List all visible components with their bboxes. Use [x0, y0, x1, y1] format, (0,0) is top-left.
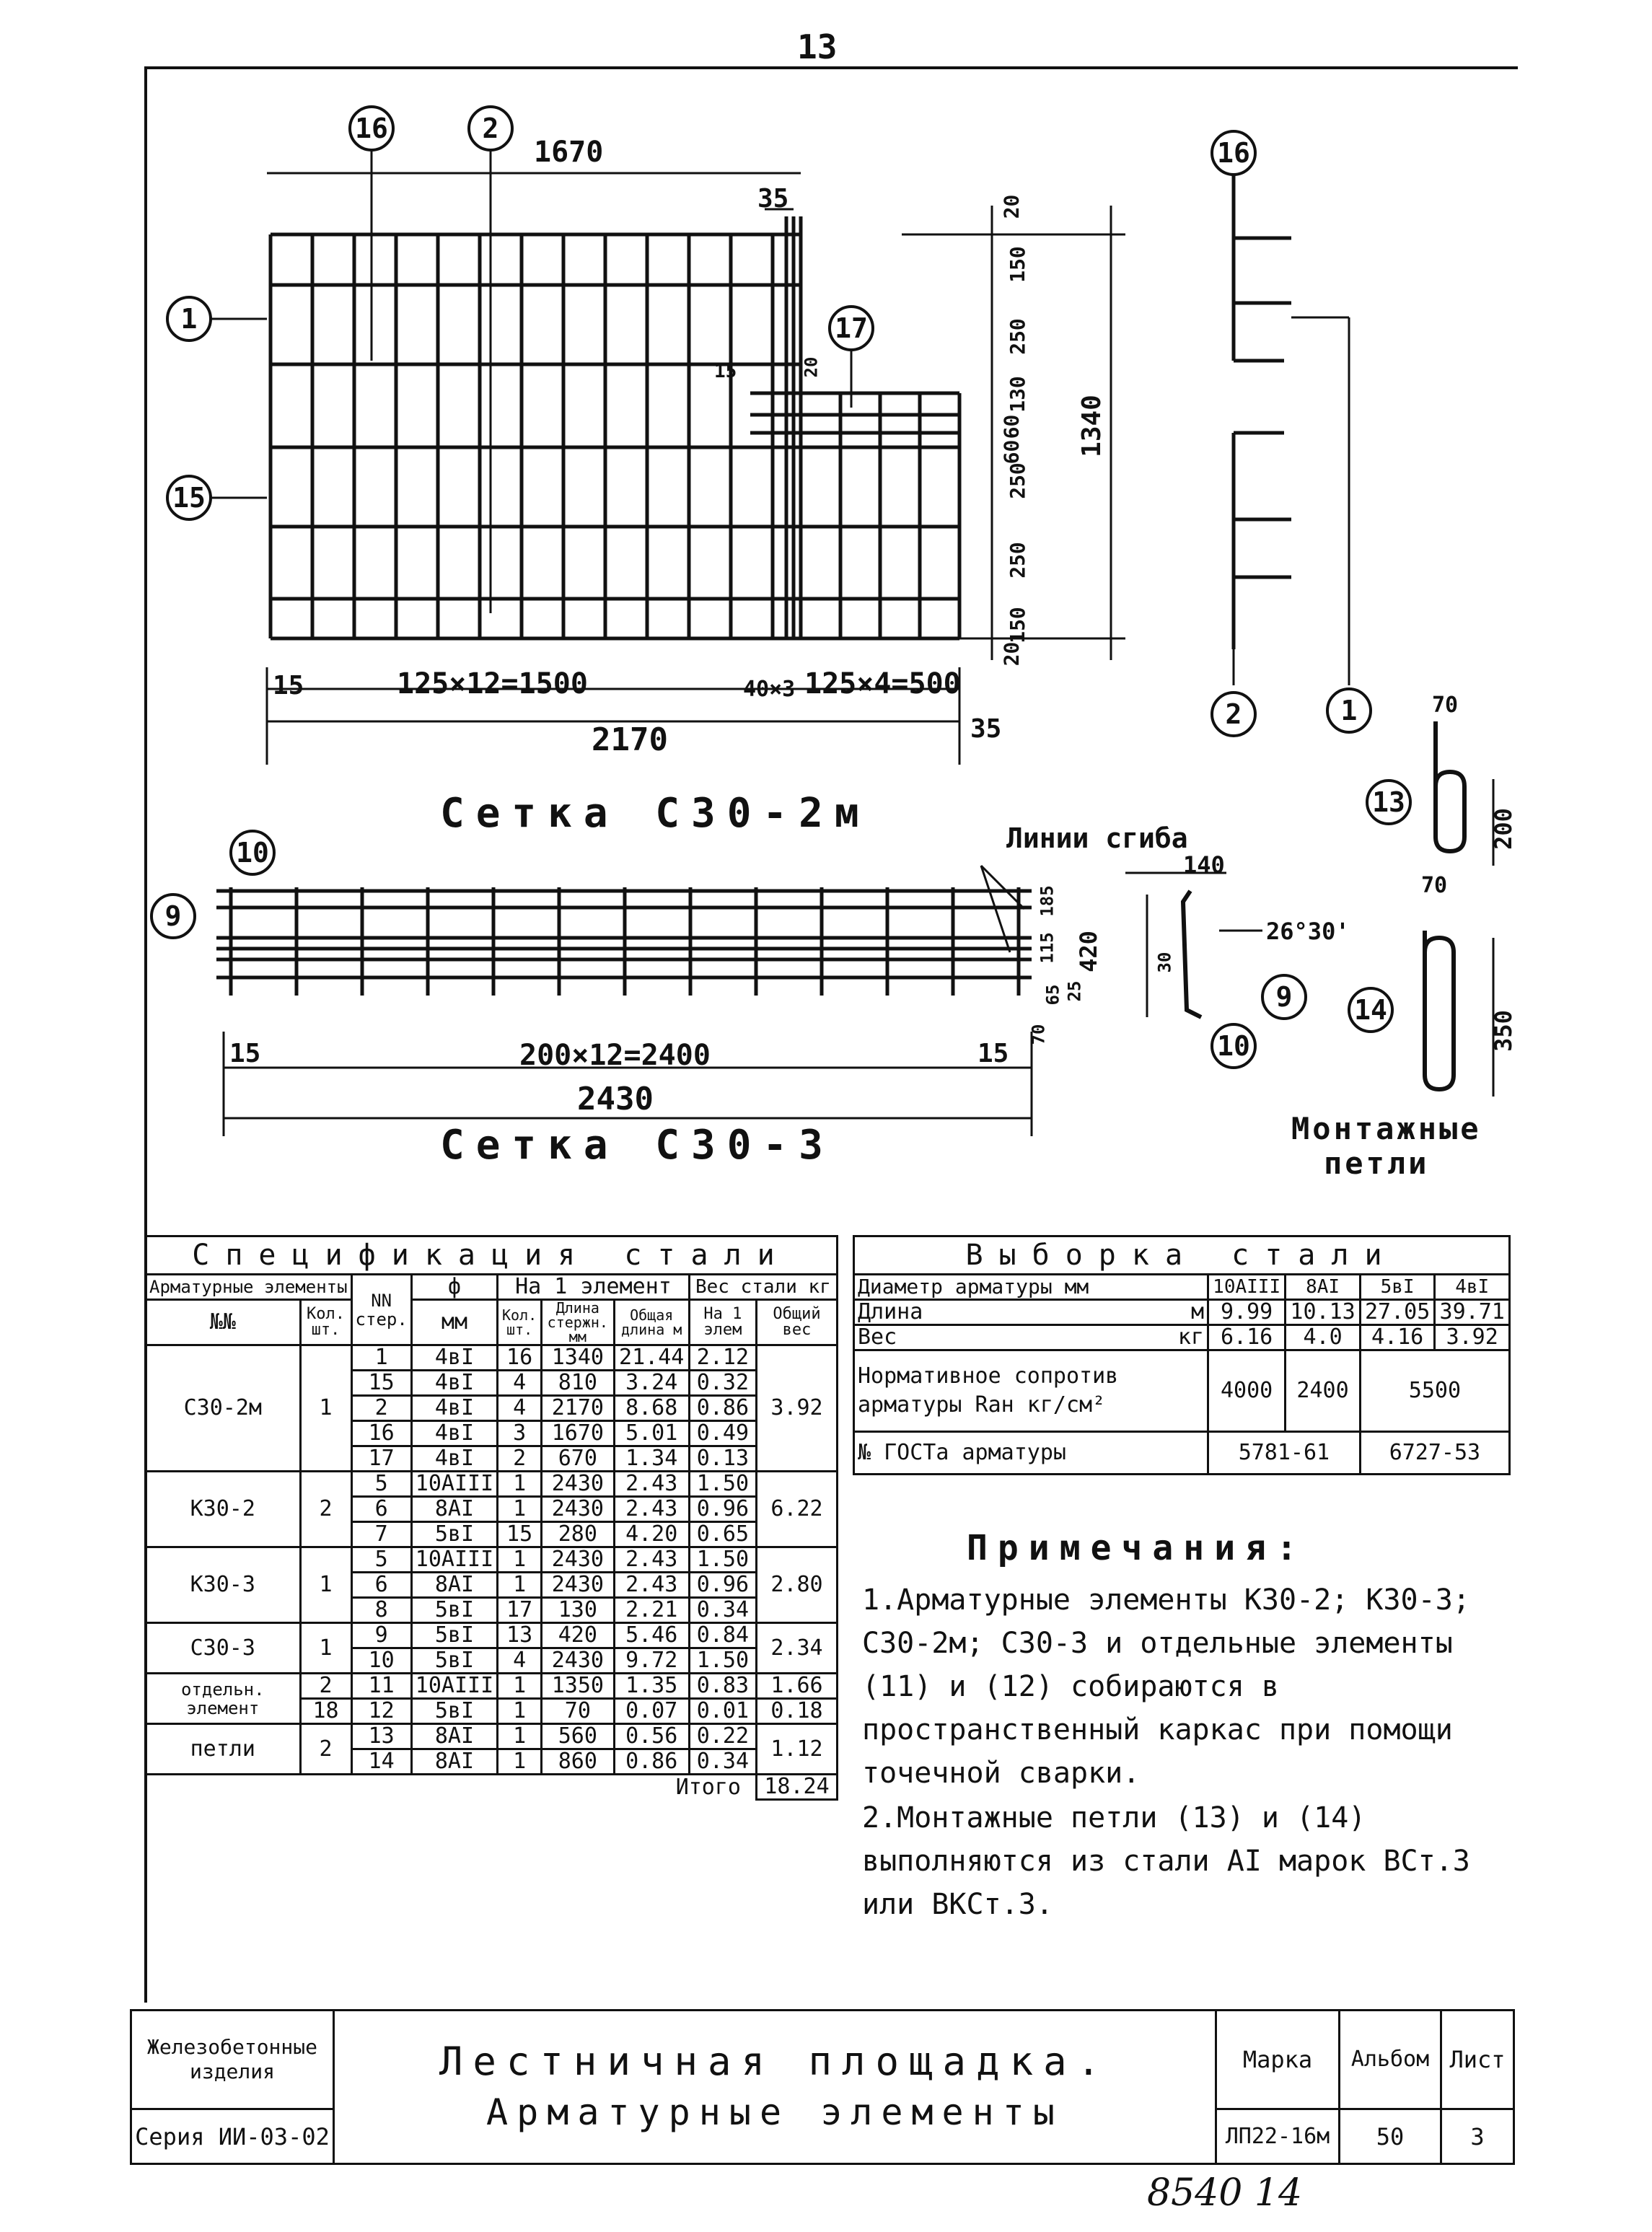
callout-label: 16 [355, 113, 388, 144]
sel-len-0: 9.99 [1208, 1300, 1286, 1325]
spec-total-length: 9.72 [614, 1648, 689, 1674]
dim-1500: 125×12=1500 [397, 667, 588, 700]
dim-2430: 2430 [577, 1081, 654, 1117]
callout-marker [167, 476, 211, 519]
sel-col-label: Диаметр арматуры мм [854, 1275, 1208, 1300]
notes-title: Примечания: [967, 1528, 1307, 1568]
sel-len-3: 39.71 [1435, 1300, 1510, 1325]
callout-label: 10 [1217, 1030, 1250, 1062]
dim-2400: 200×12=2400 [519, 1039, 711, 1072]
dim-20-small: 20 [801, 356, 822, 378]
sel-wt-0: 6.16 [1208, 1325, 1286, 1350]
spec-dia: 5вI [411, 1699, 497, 1724]
spec-length: 2430 [542, 1573, 615, 1598]
spec-total-length: 5.01 [614, 1421, 689, 1446]
spec-nn: 5 [351, 1547, 411, 1573]
spec-count: 1 [498, 1472, 542, 1497]
spec-dia: 5вI [411, 1623, 497, 1648]
loops-title-2: петли [1324, 1146, 1430, 1181]
spec-count: 1 [498, 1547, 542, 1573]
spec-weight-one: 0.34 [689, 1598, 756, 1623]
loop13-w: 70 [1432, 693, 1459, 718]
spec-title: Спецификация стали [146, 1236, 838, 1275]
title-block [130, 2009, 1515, 2165]
spec-row [146, 1623, 838, 1648]
vertical-dim-label: 250 [1005, 542, 1029, 579]
spec-row [146, 1674, 838, 1699]
dim-500: 125×4=500 [804, 667, 961, 700]
spec-nn: 14 [351, 1749, 411, 1775]
title-c30-3: Сетка С30-3 [440, 1122, 835, 1169]
spec-total-length: 0.07 [614, 1699, 689, 1724]
spec-count: 1 [498, 1749, 542, 1775]
spec-total-length: 2.43 [614, 1573, 689, 1598]
spec-length: 670 [542, 1446, 615, 1472]
spec-weight-one: 0.01 [689, 1699, 756, 1724]
section-dim-185: 185 [1037, 885, 1058, 917]
spec-nn: 6 [351, 1497, 411, 1522]
spec-h-nn: NN стер. [351, 1275, 411, 1345]
spec-length: 2430 [542, 1547, 615, 1573]
page-number: 13 [797, 27, 838, 66]
stamp-org1: Железобетонные изделия [131, 2011, 334, 2109]
spec-h-qty: Кол. шт. [300, 1300, 351, 1345]
spec-dia: 4вI [411, 1396, 497, 1421]
spec-qty: 2 [300, 1724, 351, 1775]
callout-marker [1327, 689, 1371, 732]
spec-h-len: Длина стержн. мм [542, 1300, 615, 1345]
spec-length: 130 [542, 1598, 615, 1623]
spec-weight-one: 0.96 [689, 1573, 756, 1598]
spec-h-total-len: Общая длина м [614, 1300, 689, 1345]
stamp-org2: Серия ИИ-03-02 [131, 2109, 334, 2164]
spec-weight-one: 0.13 [689, 1446, 756, 1472]
spec-nn: 12 [351, 1699, 411, 1724]
spec-total-label: Итого [146, 1775, 757, 1800]
spec-count: 17 [498, 1598, 542, 1623]
spec-total-length: 0.56 [614, 1724, 689, 1749]
spec-total-length: 1.35 [614, 1674, 689, 1699]
section-dim-25: 25 [1064, 980, 1085, 1002]
spec-nn: 1 [351, 1345, 411, 1371]
callout-marker [350, 107, 393, 150]
callout-marker [151, 895, 195, 938]
sel-wt-unit: кг [1177, 1324, 1204, 1350]
spec-count: 4 [498, 1396, 542, 1421]
callout-marker [830, 307, 873, 350]
spec-nn: 15 [351, 1371, 411, 1396]
spec-qty: 2 [300, 1674, 351, 1699]
spec-weight-one: 0.49 [689, 1421, 756, 1446]
spec-total-length: 2.21 [614, 1598, 689, 1623]
callout-label: 1 [180, 303, 198, 335]
vertical-dim-label: 60 [999, 414, 1024, 439]
callout-label: 14 [1354, 994, 1387, 1026]
loops-title-1: Монтажные [1291, 1111, 1482, 1146]
spec-weight-one: 1.50 [689, 1472, 756, 1497]
spec-mark: отдельн. элемент [146, 1674, 301, 1724]
spec-nn: 9 [351, 1623, 411, 1648]
spec-dia: 8АI [411, 1573, 497, 1598]
spec-length: 560 [542, 1724, 615, 1749]
callout-marker [1212, 131, 1255, 175]
callout-label: 1 [1340, 695, 1358, 726]
spec-h-mark: №№ [146, 1300, 301, 1345]
dim-15: 15 [273, 671, 304, 700]
loop14-w: 70 [1421, 873, 1448, 898]
spec-weight-one: 0.22 [689, 1724, 756, 1749]
spec-weight-one: 0.86 [689, 1396, 756, 1421]
spec-length: 2430 [542, 1472, 615, 1497]
callout-marker [167, 297, 211, 340]
spec-h-dia-unit: мм [411, 1300, 497, 1345]
spec-h-per-el: На 1 элемент [498, 1275, 690, 1300]
callout-marker [1349, 988, 1392, 1032]
spec-nn: 17 [351, 1446, 411, 1472]
dim-15-small: 15 [714, 361, 737, 382]
vertical-dim-label: 250 [1005, 462, 1029, 499]
callout-marker [469, 107, 512, 150]
dim-40x3: 40×3 [743, 677, 796, 702]
section-dim-420: 420 [1074, 931, 1102, 972]
spec-qty: 1 [300, 1547, 351, 1623]
spec-row [146, 1547, 838, 1573]
spec-count: 13 [498, 1623, 542, 1648]
spec-total-length: 4.20 [614, 1522, 689, 1547]
spec-total-length: 0.86 [614, 1749, 689, 1775]
sel-norm-0: 4000 [1208, 1350, 1286, 1432]
spec-body [146, 1345, 838, 1775]
spec-nn: 5 [351, 1472, 411, 1497]
spec-weight-total: 0.18 [757, 1699, 838, 1724]
mesh-c30-2m-vertical-bars [271, 216, 959, 638]
spec-length: 1350 [542, 1674, 615, 1699]
dim-35-top: 35 [757, 184, 789, 214]
dim-15-left: 15 [229, 1039, 261, 1068]
sel-gost-1: 6727-53 [1360, 1432, 1509, 1475]
spec-nn: 16 [351, 1421, 411, 1446]
vertical-dim-label: 20 [999, 641, 1024, 667]
spec-dia: 10АIII [411, 1674, 497, 1699]
dim-1670: 1670 [534, 136, 604, 169]
section-dim-70: 70 [1028, 1024, 1049, 1045]
spec-total-length: 2.43 [614, 1547, 689, 1573]
spec-weight-total: 3.92 [757, 1345, 838, 1472]
spec-weight-one: 0.65 [689, 1522, 756, 1547]
spec-dia: 5вI [411, 1648, 497, 1674]
angle-label: 26°30' [1266, 918, 1350, 945]
spec-length: 2430 [542, 1497, 615, 1522]
spec-weight-total: 1.12 [757, 1724, 838, 1775]
spec-count: 1 [498, 1573, 542, 1598]
callout-label: 16 [1217, 137, 1250, 169]
spec-nn: 8 [351, 1598, 411, 1623]
stamp-sheet: 3 [1441, 2109, 1514, 2164]
callouts [151, 107, 1410, 1068]
spec-weight-one: 0.96 [689, 1497, 756, 1522]
spec-length: 1670 [542, 1421, 615, 1446]
spec-mark: К30-3 [146, 1547, 301, 1623]
sel-norm-2: 5500 [1360, 1350, 1509, 1432]
dim-15-right: 15 [977, 1039, 1009, 1068]
spec-qty: 2 [300, 1472, 351, 1547]
callout-label: 10 [236, 837, 269, 869]
sel-len-unit: м [1190, 1299, 1204, 1324]
sel-len-1: 10.13 [1286, 1300, 1361, 1325]
sel-gost-0: 5781-61 [1208, 1432, 1361, 1475]
spec-total-length: 3.24 [614, 1371, 689, 1396]
spec-row [146, 1724, 838, 1749]
spec-nn: 10 [351, 1648, 411, 1674]
sel-col-0: 10АIII [1208, 1275, 1286, 1300]
spec-total-length: 1.34 [614, 1446, 689, 1472]
stamp-mark: ЛП22-16м [1216, 2109, 1340, 2164]
spec-weight-one: 0.32 [689, 1371, 756, 1396]
spec-nn: 13 [351, 1724, 411, 1749]
spec-total-length: 5.46 [614, 1623, 689, 1648]
spec-count: 1 [498, 1699, 542, 1724]
spec-total-length: 2.43 [614, 1497, 689, 1522]
spec-weight-total: 2.34 [757, 1623, 838, 1674]
vertical-dim-label: 130 [1005, 376, 1029, 413]
spec-nn: 7 [351, 1522, 411, 1547]
dim-1340: 1340 [1076, 395, 1107, 457]
spec-weight-one: 0.83 [689, 1674, 756, 1699]
selection-title: Выборка стали [854, 1236, 1510, 1275]
spec-count: 2 [498, 1446, 542, 1472]
spec-qty: 1 [300, 1623, 351, 1674]
spec-count: 15 [498, 1522, 542, 1547]
callout-marker [1262, 975, 1306, 1019]
callout-marker [1212, 693, 1255, 736]
spec-length: 810 [542, 1371, 615, 1396]
spec-dia: 4вI [411, 1345, 497, 1371]
spec-h-w1: На 1 элем [689, 1300, 756, 1345]
callout-label: 9 [164, 900, 182, 932]
spec-qty: 1 [300, 1345, 351, 1472]
spec-nn: 2 [351, 1396, 411, 1421]
vertical-dim-label: 20 [999, 194, 1024, 219]
spec-h-kol: Кол. шт. [498, 1300, 542, 1345]
spec-weight-one: 0.84 [689, 1623, 756, 1648]
spec-dia: 4вI [411, 1421, 497, 1446]
callout-marker [1212, 1024, 1255, 1068]
spec-total-length: 21.44 [614, 1345, 689, 1371]
spec-weight-one: 0.34 [689, 1749, 756, 1775]
spec-dia: 10АIII [411, 1547, 497, 1573]
sel-len-2: 27.05 [1360, 1300, 1435, 1325]
spec-count: 16 [498, 1345, 542, 1371]
stamp-album: 50 [1340, 2109, 1441, 2164]
vertical-dim-label: 250 [1005, 318, 1029, 355]
mesh-c30-3-bars [216, 887, 1032, 996]
spec-dia: 8АI [411, 1724, 497, 1749]
spec-weight-one: 1.50 [689, 1547, 756, 1573]
spec-dia: 4вI [411, 1371, 497, 1396]
handwritten-footer: 8540 14 [1147, 2171, 1303, 2215]
callout-label: 17 [835, 312, 868, 344]
sel-wt-label: Вес [858, 1324, 897, 1350]
section-dim-115: 115 [1037, 932, 1058, 964]
spec-weight-total: 1.66 [757, 1674, 838, 1699]
spec-count: 1 [498, 1724, 542, 1749]
section-dim-65: 65 [1042, 984, 1063, 1006]
loop13-h: 200 [1489, 808, 1517, 850]
loop14-h: 350 [1489, 1010, 1517, 1052]
vertical-dim-label: 150 [1005, 607, 1029, 643]
spec-total-length: 2.43 [614, 1472, 689, 1497]
spec-row [146, 1472, 838, 1497]
spec-h-wtot: Общий вес [757, 1300, 838, 1345]
spec-length: 420 [542, 1623, 615, 1648]
spec-dia: 4вI [411, 1446, 497, 1472]
note-1: 1.Арматурные элементы К30-2; К30-3; С30-2м; С30-3 и отдельные элементы (11) и (12) собираются в пространственный каркас при помощи точечной сварки. [862, 1583, 1470, 1790]
spec-length: 2170 [542, 1396, 615, 1421]
spec-dia: 10АIII [411, 1472, 497, 1497]
stamp-album-label: Альбом [1340, 2011, 1441, 2109]
spec-length: 1340 [542, 1345, 615, 1371]
spec-length: 2430 [542, 1648, 615, 1674]
dim-35-bottom: 35 [970, 714, 1002, 744]
callout-label: 2 [1225, 698, 1242, 730]
spec-h-weight: Вес стали кг [689, 1275, 837, 1300]
spec-mark: петли [146, 1724, 301, 1775]
spec-count: 4 [498, 1371, 542, 1396]
spec-nn: 6 [351, 1573, 411, 1598]
sel-norm-1: 2400 [1286, 1350, 1361, 1432]
sel-norm-label: Нормативное сопротив арматуры Rан кг/см² [854, 1350, 1208, 1432]
spec-count: 1 [498, 1497, 542, 1522]
spec-length: 280 [542, 1522, 615, 1547]
section-dim-30: 30 [1154, 952, 1175, 973]
sel-col-2: 5вI [1360, 1275, 1435, 1300]
spec-row [146, 1345, 838, 1371]
callout-label: 15 [172, 482, 206, 514]
note-2: 2.Монтажные петли (13) и (14) выполняются из стали АI марок ВСт.3 или ВКСт.3. [862, 1801, 1470, 1921]
spec-mark: К30-2 [146, 1472, 301, 1547]
spec-dia: 5вI [411, 1522, 497, 1547]
spec-weight-one: 2.12 [689, 1345, 756, 1371]
bend-lines-label: Линии сгиба [1006, 822, 1188, 854]
mesh-c30-2m-horizontal-bars [271, 234, 959, 638]
sel-wt-2: 4.16 [1360, 1325, 1435, 1350]
spec-dia: 5вI [411, 1598, 497, 1623]
stamp-title1: Лестничная площадка. [439, 2039, 1111, 2084]
spec-nn: 11 [351, 1674, 411, 1699]
sel-gost-label: № ГОСТа арматуры [854, 1432, 1208, 1475]
callout-marker [1367, 781, 1410, 824]
spec-dia: 8АI [411, 1497, 497, 1522]
spec-weight-total: 2.80 [757, 1547, 838, 1623]
spec-table [144, 1235, 838, 1801]
spec-mark: С30-2м [146, 1345, 301, 1472]
spec-length: 70 [542, 1699, 615, 1724]
vertical-dim-label: 60 [999, 439, 1024, 465]
callout-label: 2 [482, 113, 499, 144]
sel-wt-3: 3.92 [1435, 1325, 1510, 1350]
spec-h-dia-sym: ф [411, 1275, 497, 1300]
stamp-mark-label: Марка [1216, 2011, 1340, 2109]
stamp-sheet-label: Лист [1441, 2011, 1514, 2109]
spec-dia: 8АI [411, 1749, 497, 1775]
callout-label: 13 [1372, 786, 1405, 818]
vertical-dim-label: 150 [1005, 246, 1029, 283]
selection-table [853, 1235, 1511, 1475]
sel-col-3: 4вI [1435, 1275, 1510, 1300]
callout-label: 9 [1275, 981, 1293, 1013]
sel-wt-1: 4.0 [1286, 1325, 1361, 1350]
spec-total-value: 18.24 [757, 1775, 838, 1800]
spec-total-length: 8.68 [614, 1396, 689, 1421]
spec-length: 860 [542, 1749, 615, 1775]
sel-col-1: 8АI [1286, 1275, 1361, 1300]
spec-count: 4 [498, 1648, 542, 1674]
section-dim-140: 140 [1183, 851, 1225, 879]
sel-len-label: Длина [858, 1299, 923, 1324]
spec-weight-total: 6.22 [757, 1472, 838, 1547]
spec-qty: 18 [300, 1699, 351, 1724]
dim-2170: 2170 [592, 721, 668, 758]
spec-mark: С30-3 [146, 1623, 301, 1674]
spec-weight-one: 1.50 [689, 1648, 756, 1674]
spec-h-elements: Арматурные элементы [146, 1275, 352, 1300]
title-c30-2m: Сетка С30-2м [440, 790, 871, 837]
callout-marker [231, 831, 274, 874]
spec-count: 3 [498, 1421, 542, 1446]
stamp-title2: Арматурные элементы [486, 2091, 1063, 2133]
spec-count: 1 [498, 1674, 542, 1699]
